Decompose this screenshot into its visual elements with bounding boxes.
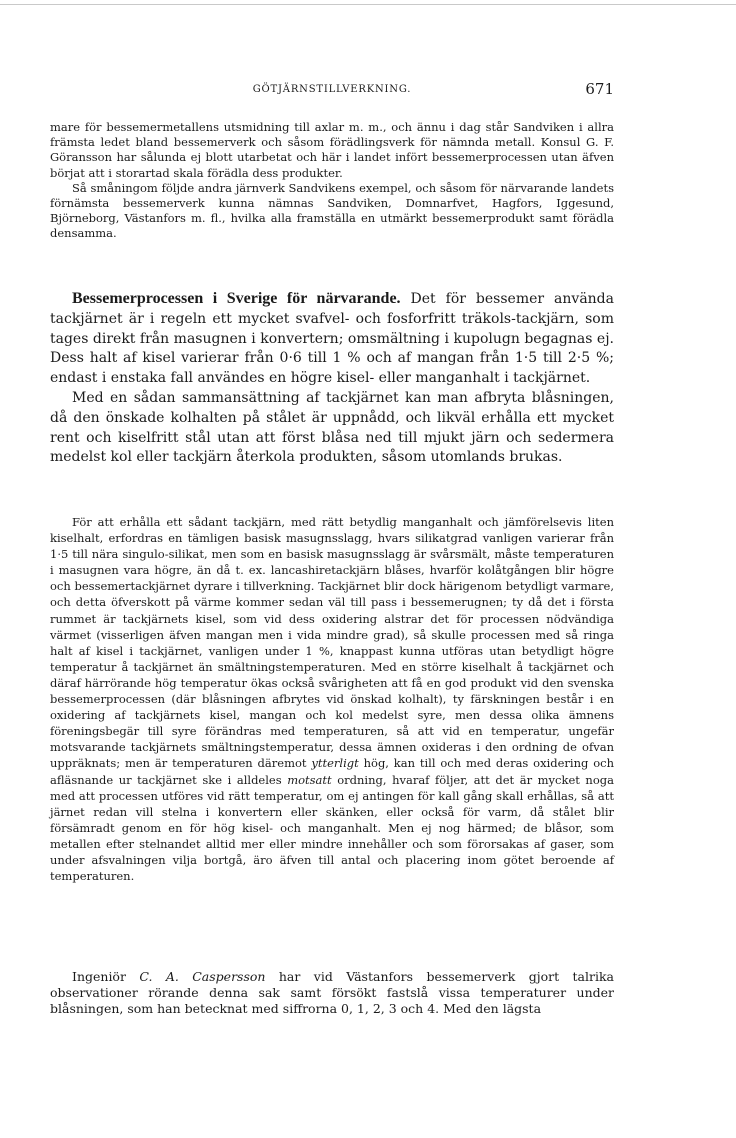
paragraph-text: Det för bessemer använda tackjärnet är i regeln ett mycket svafvel- och fosforfritt träkols-tackjärn, som tages direkt från masugnen i konvertern; omsmältning i kupolugn begagnas ej. Dess halt af kisel varierar från 0·6 till 1 % och af mangan från 1·5 till 2·5 %; endast i enstaka fall användes en högre kisel- eller manganhalt i tackjärnet. <box>50 291 614 387</box>
paragraph-text: Ingeniör <box>72 969 140 984</box>
paragraph <box>50 289 614 389</box>
paragraph: Med en sådan sammansättning af tackjärnet kan man afbryta blåsningen, då den önskade kolhalten på stålet är uppnådd, och likväl erhålla ett mycket rent och kiselfritt stål utan att först blåsa ned till mjukt järn och sedermera medelst kol eller tackjärn återkola produkten, såsom utomlands brukas. <box>50 389 614 466</box>
emphasis-text: ytterligt <box>311 756 359 771</box>
paragraph: Så småningom följde andra järnverk Sandvikens exempel, och såsom för närvarande landets förnämsta bessemerverk kunna nämnas Sandviken, Domnarfvet, Hagfors, Iggesund, Björneborg, Västanfors m. fl., hvilka alla framställa en utmärkt bessemerprodukt samt förädla densamma. <box>50 180 614 241</box>
page-header <box>50 80 614 100</box>
section-heading: Bessemerprocessen i Sverige för närvarande. <box>72 290 401 307</box>
paragraph-text: ordning, hvaraf följer, att det är mycket noga med att processen utföres vid rätt temperatur, om ej antingen för kall gång skall erhållas, så att järnet redan vill stelna i konvertern eller skänken, eller också för varm, då stålet blir försämradt genom en för hög kisel- och manganhalt. Men ej nog härmed; de blåsor, som metallen efter stelnandet alltid mer eller mindre innehåller och som förorsakas af gaser, som under afsvalningen vilja bortgå, äro äfven till antal och placering inom götet beroende af temperaturen. <box>50 772 614 884</box>
person-name: C. A. Caspersson <box>139 969 266 984</box>
paragraph: mare för bessemermetallens utsmidning till axlar m. m., och ännu i dag står Sandviken i allra främsta ledet bland bessemerverk och såsom förädlingsverk för nämnda metall. Konsul G. F. Göransson har sålunda ej blott utarbetat och här i landet infört bessemerprocessen utan äfven börjat att i storartad skala förädla dess produkter. <box>50 120 614 180</box>
main-text-block <box>50 289 614 468</box>
paragraph-text: har vid Västanfors bessemerverk gjort talrika observationer rörande denna sak samt försökt fastslå vissa temperaturer under blåsningen, som han betecknat med siffrorna 0, 1, 2, 3 och 4. Med den lägsta <box>50 969 614 1016</box>
small-print-block <box>50 514 614 884</box>
closing-text-block <box>50 969 614 1017</box>
paragraph <box>50 969 614 1017</box>
intro-text-block <box>50 120 614 242</box>
page-number: 671 <box>585 80 614 98</box>
paragraph-text: För att erhålla ett sådant tackjärn, med rätt betydlig manganhalt och jämförelsevis liten kiselhalt, erfordras en tämligen basisk masugnsslagg, hvars silikatgrad vanligen varierar från 1·5 till nära singulo-silikat, men som en basisk masugnsslagg är svårsmält, måste temperaturen i masugnen vara högre, än då t. ex. lancashiretackjärn blåses, hvarför kolåtgången blir högre och bessemertackjärnet dyrare i tillverkning. Tackjärnet blir dock härigenom betydligt varmare, och detta öfverskott på värme kommer sedan väl till pass i bessemerugnen; ty då det i första rummet är tackjärnets kisel, som vid dess oxidering alstrar det för processen nödvändiga värmet (visserligen äfven mangan men i vida mindre grad), så skulle processen med så ringa halt af kisel i tackjärnet, vanligen under 1 %, knappast kunna utföras utan betydligt högre temperatur å tackjärnet än smältningstemperaturen. Med en större kiselhalt å tackjärnet och däraf härrörande hög temperatur ökas också svårigheten att få en god produkt vid den svenska bessemerprocessen (där blåsningen afbrytes vid önskad kolhalt), ty färskningen består i en oxidering af tackjärnets kisel, mangan och kol medelst syre, men dessa olika ämnens föreningsbegär till syre förändras med temperaturen, så att vid en temperatur, ungefär motsvarande tackjärnets smältningstemperatur, dessa ämnen oxideras i den ordning de ofvan uppräknats; men är temperaturen däremot <box>50 515 614 771</box>
emphasis-text: motsatt <box>287 772 332 787</box>
scan-edge-line <box>0 4 736 5</box>
paragraph <box>50 514 614 884</box>
running-title: GÖTJÄRNSTILLVERKNING. <box>252 84 412 95</box>
paragraph-text: hög, kan till och med deras oxidering och afläsnande ur tackjärnet ske i alldeles <box>50 756 614 787</box>
